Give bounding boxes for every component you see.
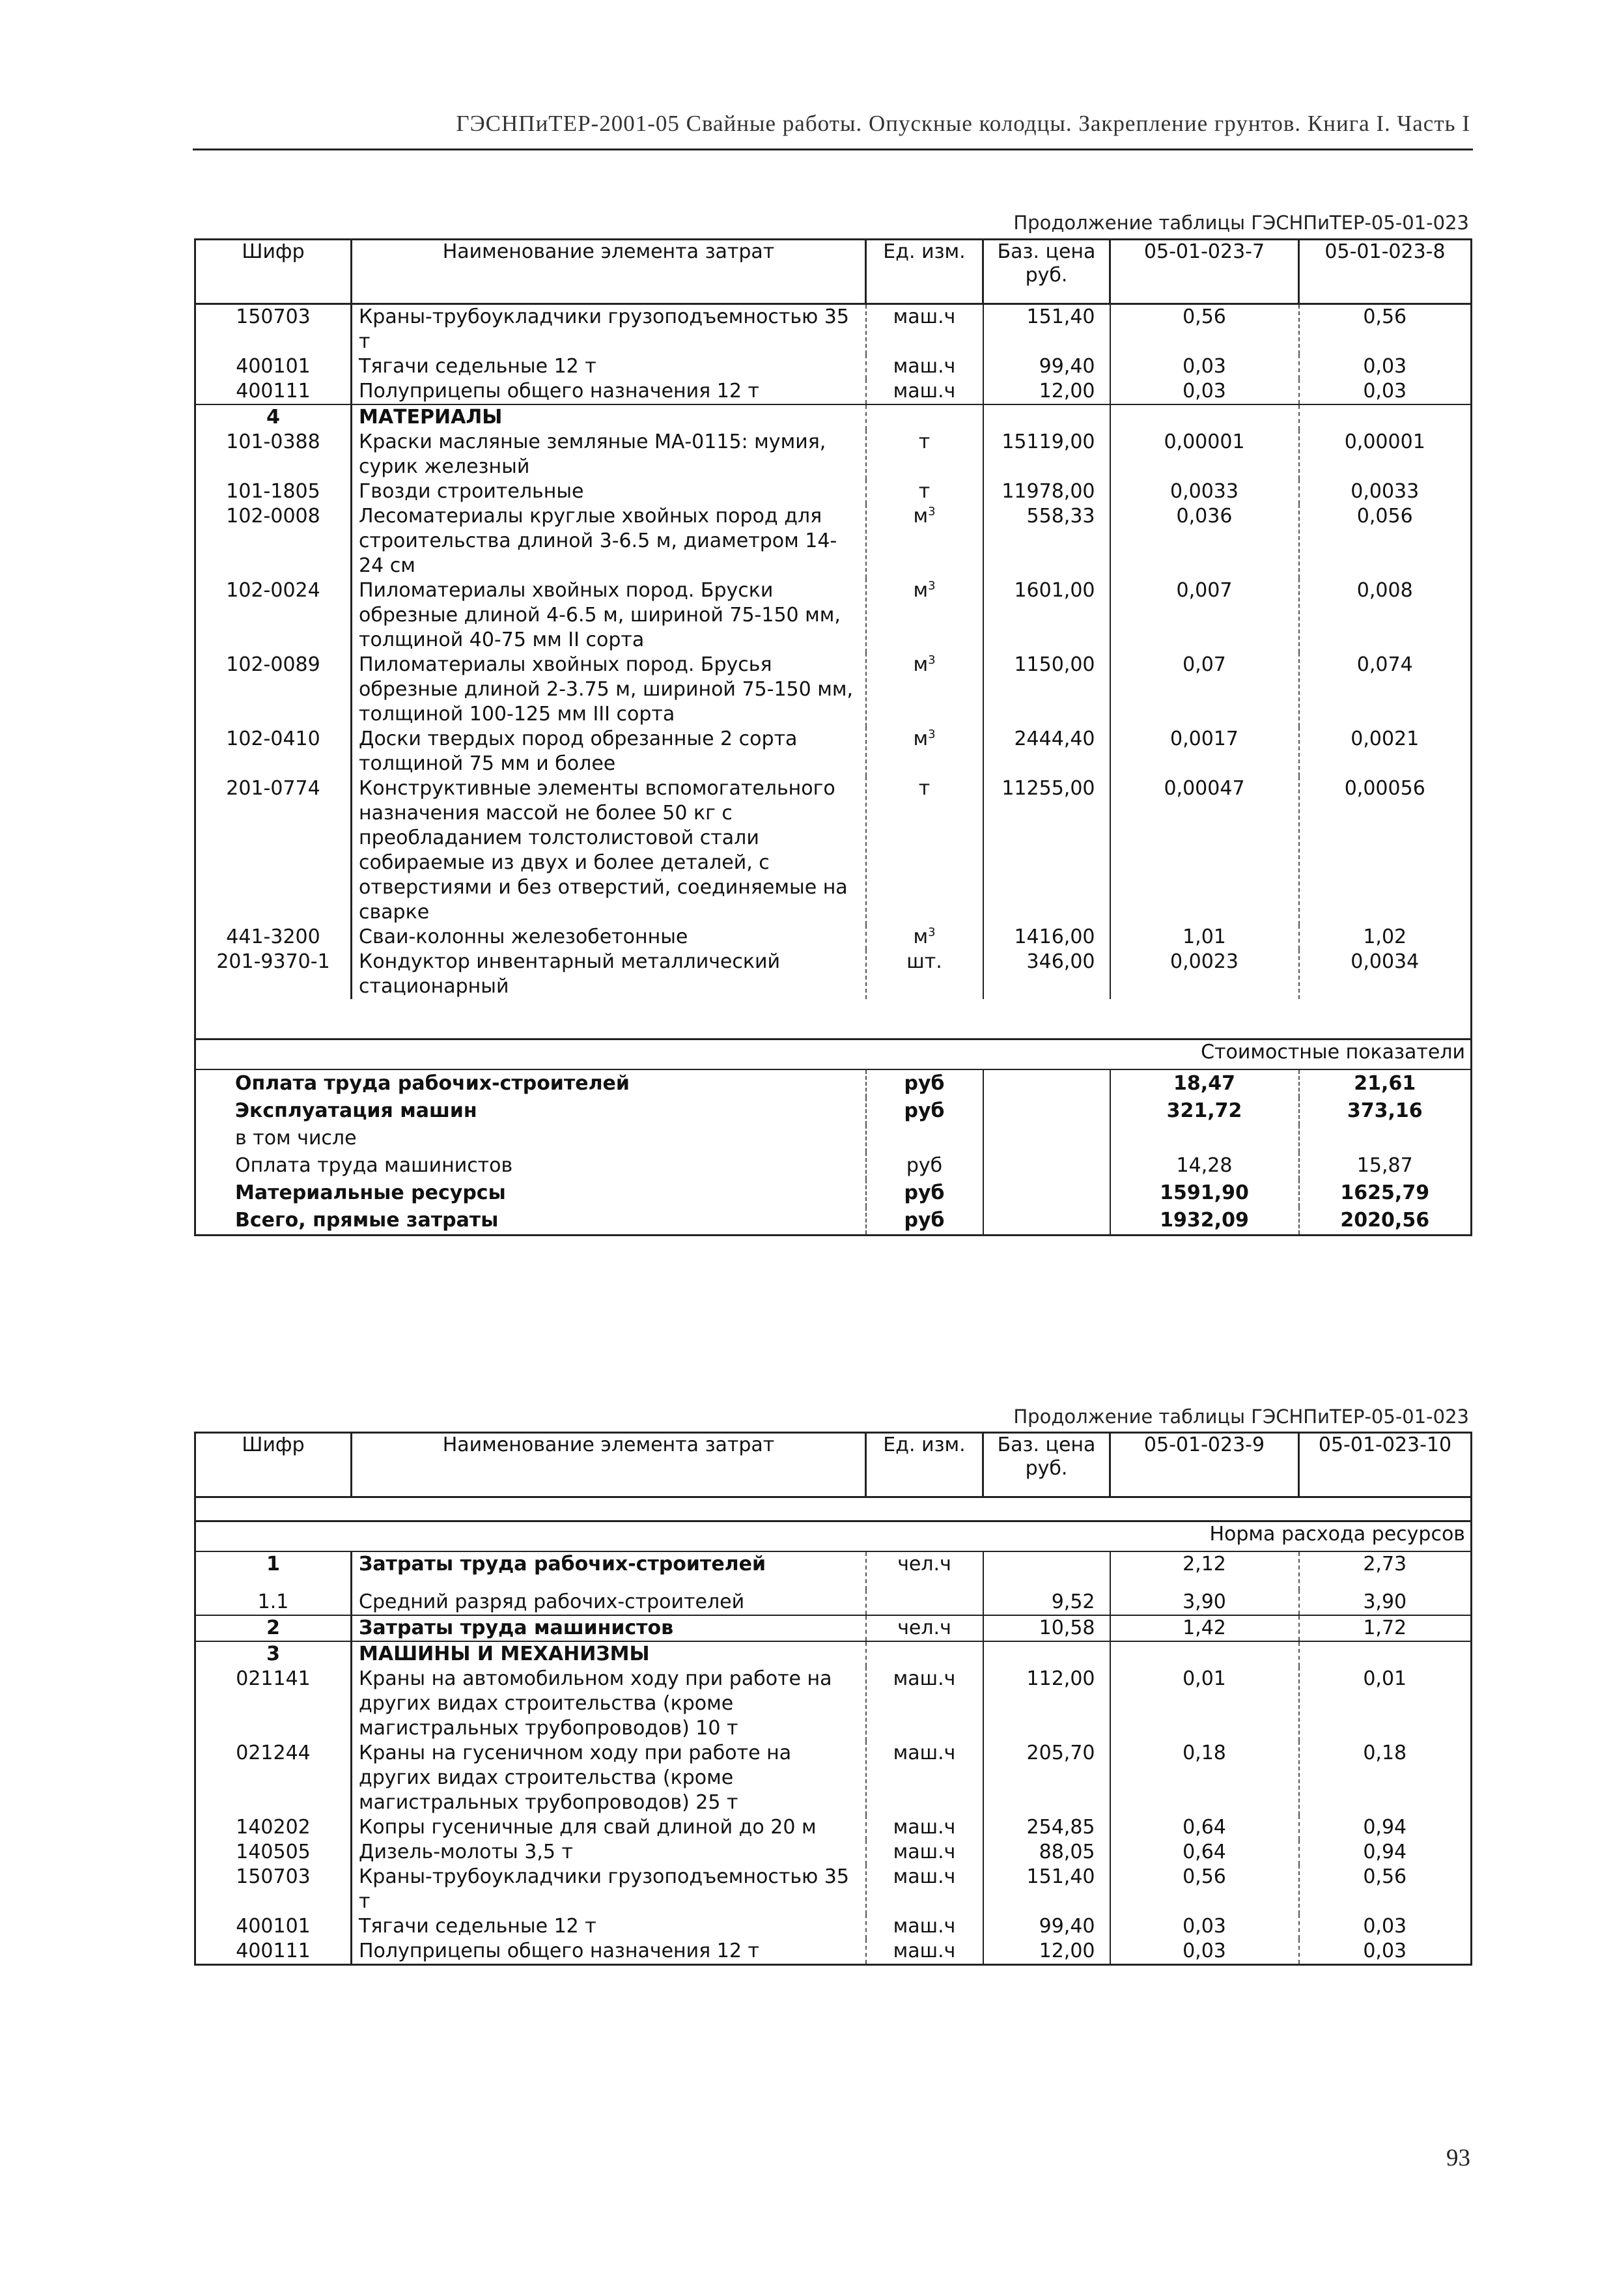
- summary-empty: [983, 1097, 1110, 1125]
- cell-name: Дизель-молоты 3,5 т: [352, 1840, 866, 1865]
- cell-value-b: 0,56: [1299, 1865, 1472, 1914]
- cell-value-a: 0,03: [1110, 354, 1299, 379]
- header-rule: [193, 148, 1473, 150]
- cell-value-a: 0,03: [1110, 1914, 1299, 1939]
- cell-code: 101-1805: [195, 479, 352, 504]
- cell-value-a: 0,01: [1110, 1667, 1299, 1741]
- summary-empty: [983, 1152, 1110, 1180]
- cell-value-a: 0,56: [1110, 1865, 1299, 1914]
- cell-name: Краны на автомобильном ходу при работе на других видах строительства (кроме магистральных трубопроводов) 10 т: [352, 1667, 866, 1741]
- cell-value-b: 0,074: [1299, 653, 1472, 727]
- summary-row: [195, 1125, 1472, 1152]
- table-row: [195, 1641, 1472, 1667]
- cell-unit: шт.: [866, 950, 983, 999]
- summary-unit: руб: [866, 1207, 983, 1236]
- cell-name: Кондуктор инвентарный металлический стационарный: [352, 950, 866, 999]
- cell-value-a: [1110, 1641, 1299, 1667]
- cell-value-b: 0,0034: [1299, 950, 1472, 999]
- cell-value-a: 0,64: [1110, 1815, 1299, 1840]
- col-header-unit: Ед. изм.: [866, 240, 983, 304]
- page-number: 93: [1446, 2145, 1470, 2171]
- table-row: [195, 1815, 1472, 1840]
- cell-price: 151,40: [983, 304, 1110, 355]
- summary-unit: руб: [866, 1097, 983, 1125]
- cell-value-b: 0,00056: [1299, 776, 1472, 925]
- summary-value-a: 14,28: [1110, 1152, 1299, 1180]
- cell-value-a: 3,90: [1110, 1590, 1299, 1615]
- cell-value-b: 0,03: [1299, 379, 1472, 404]
- cell-price: 2444,40: [983, 727, 1110, 776]
- cell-name: Краны-трубоукладчики грузоподъемностью 35 т: [352, 304, 866, 355]
- cell-code: 400111: [195, 1939, 352, 1965]
- table-row: [195, 479, 1472, 504]
- cost-band: Стоимостные показатели: [195, 1039, 1472, 1070]
- cell-price: 99,40: [983, 1914, 1110, 1939]
- summary-value-b: 15,87: [1299, 1152, 1472, 1180]
- cell-code: 1: [195, 1551, 352, 1590]
- cell-unit: т: [866, 479, 983, 504]
- cell-price: 9,52: [983, 1590, 1110, 1615]
- cell-name: Сваи-колонны железобетонные: [352, 925, 866, 950]
- cell-value-b: 0,94: [1299, 1840, 1472, 1865]
- table-row: [195, 1865, 1472, 1914]
- cell-value-b: 0,94: [1299, 1815, 1472, 1840]
- cell-unit: т: [866, 776, 983, 925]
- cell-price: 15119,00: [983, 430, 1110, 479]
- cell-unit: чел.ч: [866, 1615, 983, 1641]
- cell-code: 140505: [195, 1840, 352, 1865]
- cell-price: 558,33: [983, 504, 1110, 578]
- cell-value-a: 1,01: [1110, 925, 1299, 950]
- summary-value-b: 21,61: [1299, 1069, 1472, 1097]
- cell-value-a: 0,00047: [1110, 776, 1299, 925]
- summary-empty: [983, 1125, 1110, 1152]
- summary-empty: [983, 1207, 1110, 1236]
- spacer-row: [195, 1497, 1472, 1521]
- summary-value-a: 321,72: [1110, 1097, 1299, 1125]
- cell-value-b: 0,56: [1299, 304, 1472, 355]
- table-row: [195, 727, 1472, 776]
- col-header-b: 05-01-023-10: [1299, 1433, 1472, 1497]
- cost-band-row: [195, 1039, 1472, 1070]
- summary-row: [195, 1069, 1472, 1097]
- cell-value-b: 0,0033: [1299, 479, 1472, 504]
- cell-code: 102-0008: [195, 504, 352, 578]
- cell-value-a: 2,12: [1110, 1551, 1299, 1590]
- cell-name: Краны-трубоукладчики грузоподъемностью 35 т: [352, 1865, 866, 1914]
- cell-code: 441-3200: [195, 925, 352, 950]
- cell-unit: маш.ч: [866, 1667, 983, 1741]
- cell-name: Затраты труда машинистов: [352, 1615, 866, 1641]
- cell-unit: $м^3$: [866, 578, 983, 653]
- cell-value-b: 0,056: [1299, 504, 1472, 578]
- table-row: [195, 950, 1472, 999]
- cell-price: [983, 1551, 1110, 1590]
- cell-code: 140202: [195, 1815, 352, 1840]
- cell-name: Полуприцепы общего назначения 12 т: [352, 379, 866, 404]
- table-row: [195, 1840, 1472, 1865]
- cell-name: Пиломатериалы хвойных пород. Бруски обрезные длиной 4-6.5 м, шириной 75-150 мм, толщиной 40-75 мм II сорта: [352, 578, 866, 653]
- col-header-name: Наименование элемента затрат: [352, 240, 866, 304]
- cell-value-b: 1,02: [1299, 925, 1472, 950]
- cell-value-b: 0,18: [1299, 1741, 1472, 1815]
- summary-label: в том числе: [195, 1125, 866, 1152]
- cell-value-b: 3,90: [1299, 1590, 1472, 1615]
- table-row: [195, 504, 1472, 578]
- cell-price: 1150,00: [983, 653, 1110, 727]
- col-header-price: Баз. цена руб.: [983, 1433, 1110, 1497]
- cell-unit: маш.ч: [866, 379, 983, 404]
- cell-code: 101-0388: [195, 430, 352, 479]
- cell-price: 112,00: [983, 1667, 1110, 1741]
- cell-value-a: 0,0017: [1110, 727, 1299, 776]
- cell-unit: $м^3$: [866, 504, 983, 578]
- cell-name: Полуприцепы общего назначения 12 т: [352, 1939, 866, 1965]
- cell-value-a: 0,64: [1110, 1840, 1299, 1865]
- table-row: [195, 354, 1472, 379]
- cell-code: 3: [195, 1641, 352, 1667]
- cell-unit: маш.ч: [866, 1939, 983, 1965]
- table-row: [195, 1741, 1472, 1815]
- col-header-code: Шифр: [195, 1433, 352, 1497]
- cell-price: 99,40: [983, 354, 1110, 379]
- cell-value-b: 0,0021: [1299, 727, 1472, 776]
- cell-price: 11255,00: [983, 776, 1110, 925]
- cell-value-a: 0,03: [1110, 379, 1299, 404]
- cell-unit: $м^3$: [866, 727, 983, 776]
- cell-code: 150703: [195, 304, 352, 355]
- cell-price: 254,85: [983, 1815, 1110, 1840]
- col-header-b: 05-01-023-8: [1299, 240, 1472, 304]
- cell-unit: маш.ч: [866, 1741, 983, 1815]
- cell-code: 021141: [195, 1667, 352, 1741]
- norm-band-row: [195, 1521, 1472, 1552]
- cell-unit: $м^3$: [866, 925, 983, 950]
- summary-label: Оплата труда машинистов: [195, 1152, 866, 1180]
- table-row: [195, 379, 1472, 404]
- cell-code: 400111: [195, 379, 352, 404]
- cell-price: [983, 404, 1110, 430]
- cell-code: 021244: [195, 1741, 352, 1815]
- summary-empty: [983, 1180, 1110, 1207]
- cell-price: 346,00: [983, 950, 1110, 999]
- cell-value-b: 0,03: [1299, 354, 1472, 379]
- cell-code: 102-0089: [195, 653, 352, 727]
- table-row: [195, 925, 1472, 950]
- cell-price: [983, 1641, 1110, 1667]
- cell-code: 400101: [195, 1914, 352, 1939]
- cell-name: Конструктивные элементы вспомогательного назначения массой не более 50 кг с преобладанием толстолистовой стали собираемые из двух и более деталей, с отверстиями и без отверстий, соединяемые на сварке: [352, 776, 866, 925]
- table2-continued-caption: Продолжение таблицы ГЭСНПиТЕР-05-01-023: [1013, 1406, 1469, 1428]
- summary-value-b: 1625,79: [1299, 1180, 1472, 1207]
- cell-price: 11978,00: [983, 479, 1110, 504]
- cell-price: 1416,00: [983, 925, 1110, 950]
- summary-value-b: 373,16: [1299, 1097, 1472, 1125]
- cell-value-a: 0,56: [1110, 304, 1299, 355]
- cell-name: Тягачи седельные 12 т: [352, 354, 866, 379]
- summary-label: Оплата труда рабочих-строителей: [195, 1069, 866, 1097]
- cell-code: 201-9370-1: [195, 950, 352, 999]
- table-row: [195, 1914, 1472, 1939]
- table-row: [195, 430, 1472, 479]
- summary-row: [195, 1180, 1472, 1207]
- summary-value-b: [1299, 1125, 1472, 1152]
- cell-name: МАТЕРИАЛЫ: [352, 404, 866, 430]
- running-header: ГЭСНПиТЕР-2001-05 Свайные работы. Опускные колодцы. Закрепление грунтов. Книга I. Часть I: [456, 111, 1470, 136]
- cell-name: Затраты труда рабочих-строителей: [352, 1551, 866, 1590]
- cell-value-b: 0,00001: [1299, 430, 1472, 479]
- cell-name: МАШИНЫ И МЕХАНИЗМЫ: [352, 1641, 866, 1667]
- summary-value-a: [1110, 1125, 1299, 1152]
- cell-price: 10,58: [983, 1615, 1110, 1641]
- cell-value-b: 0,008: [1299, 578, 1472, 653]
- col-header-price: Баз. цена руб.: [983, 240, 1110, 304]
- summary-row: [195, 1097, 1472, 1125]
- table-row: [195, 1590, 1472, 1615]
- col-header-code: Шифр: [195, 240, 352, 304]
- cell-value-b: 2,73: [1299, 1551, 1472, 1590]
- norm-band: Норма расхода ресурсов: [195, 1521, 1472, 1552]
- cell-code: 102-0410: [195, 727, 352, 776]
- cell-code: 400101: [195, 354, 352, 379]
- table-row: [195, 1667, 1472, 1741]
- cell-name: Копры гусеничные для свай длиной до 20 м: [352, 1815, 866, 1840]
- col-header-a: 05-01-023-7: [1110, 240, 1299, 304]
- table-row: [195, 653, 1472, 727]
- cell-name: Краны на гусеничном ходу при работе на других видах строительства (кроме магистральных трубопроводов) 25 т: [352, 1741, 866, 1815]
- cell-value-a: 0,03: [1110, 1939, 1299, 1965]
- summary-unit: руб: [866, 1069, 983, 1097]
- cell-unit: [866, 1641, 983, 1667]
- table-row: [195, 776, 1472, 925]
- cell-unit: маш.ч: [866, 1840, 983, 1865]
- resource-table-2: [194, 1432, 1472, 1966]
- cell-unit: т: [866, 430, 983, 479]
- cell-name: Лесоматериалы круглые хвойных пород для строительства длиной 3-6.5 м, диаметром 14-24 см: [352, 504, 866, 578]
- cell-price: 151,40: [983, 1865, 1110, 1914]
- cell-value-b: 0,03: [1299, 1939, 1472, 1965]
- table-row: [195, 578, 1472, 653]
- col-header-a: 05-01-023-9: [1110, 1433, 1299, 1497]
- table-row: [195, 1615, 1472, 1641]
- cell-unit: [866, 404, 983, 430]
- cell-unit: маш.ч: [866, 1865, 983, 1914]
- summary-label: Материальные ресурсы: [195, 1180, 866, 1207]
- summary-unit: руб: [866, 1180, 983, 1207]
- cell-code: 2: [195, 1615, 352, 1641]
- cell-value-a: 0,0023: [1110, 950, 1299, 999]
- cell-price: 12,00: [983, 1939, 1110, 1965]
- cell-name: Пиломатериалы хвойных пород. Брусья обрезные длиной 2-3.75 м, шириной 75-150 мм, толщиной 100-125 мм III сорта: [352, 653, 866, 727]
- cell-value-b: [1299, 1641, 1472, 1667]
- cell-unit: маш.ч: [866, 1914, 983, 1939]
- summary-row: [195, 1207, 1472, 1236]
- summary-unit: руб: [866, 1152, 983, 1180]
- summary-unit: [866, 1125, 983, 1152]
- cell-value-a: [1110, 404, 1299, 430]
- cell-code: 150703: [195, 1865, 352, 1914]
- cell-unit: маш.ч: [866, 304, 983, 355]
- cell-price: 1601,00: [983, 578, 1110, 653]
- cell-price: 205,70: [983, 1741, 1110, 1815]
- col-header-unit: Ед. изм.: [866, 1433, 983, 1497]
- resource-table-1: [194, 238, 1472, 1236]
- summary-value-a: 1932,09: [1110, 1207, 1299, 1236]
- spacer-row: [195, 999, 1472, 1039]
- cell-unit: маш.ч: [866, 1815, 983, 1840]
- cell-value-a: 0,00001: [1110, 430, 1299, 479]
- table-row: [195, 304, 1472, 355]
- col-header-name: Наименование элемента затрат: [352, 1433, 866, 1497]
- summary-label: Всего, прямые затраты: [195, 1207, 866, 1236]
- cell-name: Тягачи седельные 12 т: [352, 1914, 866, 1939]
- cell-name: Средний разряд рабочих-строителей: [352, 1590, 866, 1615]
- summary-label: Эксплуатация машин: [195, 1097, 866, 1125]
- cell-unit: $м^3$: [866, 653, 983, 727]
- cell-name: Гвозди строительные: [352, 479, 866, 504]
- cell-code: 102-0024: [195, 578, 352, 653]
- cell-value-b: 0,01: [1299, 1667, 1472, 1741]
- cell-price: 88,05: [983, 1840, 1110, 1865]
- cell-name: Краски масляные земляные МА-0115: мумия, сурик железный: [352, 430, 866, 479]
- cell-value-a: 0,0033: [1110, 479, 1299, 504]
- table-row: [195, 1939, 1472, 1965]
- cell-value-a: 0,07: [1110, 653, 1299, 727]
- cell-unit: маш.ч: [866, 354, 983, 379]
- cell-value-b: [1299, 404, 1472, 430]
- cell-unit: чел.ч: [866, 1551, 983, 1590]
- cell-price: 12,00: [983, 379, 1110, 404]
- summary-value-a: 1591,90: [1110, 1180, 1299, 1207]
- cell-code: 1.1: [195, 1590, 352, 1615]
- table-row: [195, 1551, 1472, 1590]
- cell-unit: [866, 1590, 983, 1615]
- summary-value-a: 18,47: [1110, 1069, 1299, 1097]
- cell-value-b: 0,03: [1299, 1914, 1472, 1939]
- cell-code: 4: [195, 404, 352, 430]
- cell-name: Доски твердых пород обрезанные 2 сорта толщиной 75 мм и более: [352, 727, 866, 776]
- cell-value-a: 0,036: [1110, 504, 1299, 578]
- table1-continued-caption: Продолжение таблицы ГЭСНПиТЕР-05-01-023: [1013, 212, 1469, 234]
- table-row: [195, 404, 1472, 430]
- summary-row: [195, 1152, 1472, 1180]
- summary-empty: [983, 1069, 1110, 1097]
- cell-code: 201-0774: [195, 776, 352, 925]
- cell-value-a: 0,007: [1110, 578, 1299, 653]
- summary-value-b: 2020,56: [1299, 1207, 1472, 1236]
- cell-value-a: 1,42: [1110, 1615, 1299, 1641]
- cell-value-b: 1,72: [1299, 1615, 1472, 1641]
- cell-value-a: 0,18: [1110, 1741, 1299, 1815]
